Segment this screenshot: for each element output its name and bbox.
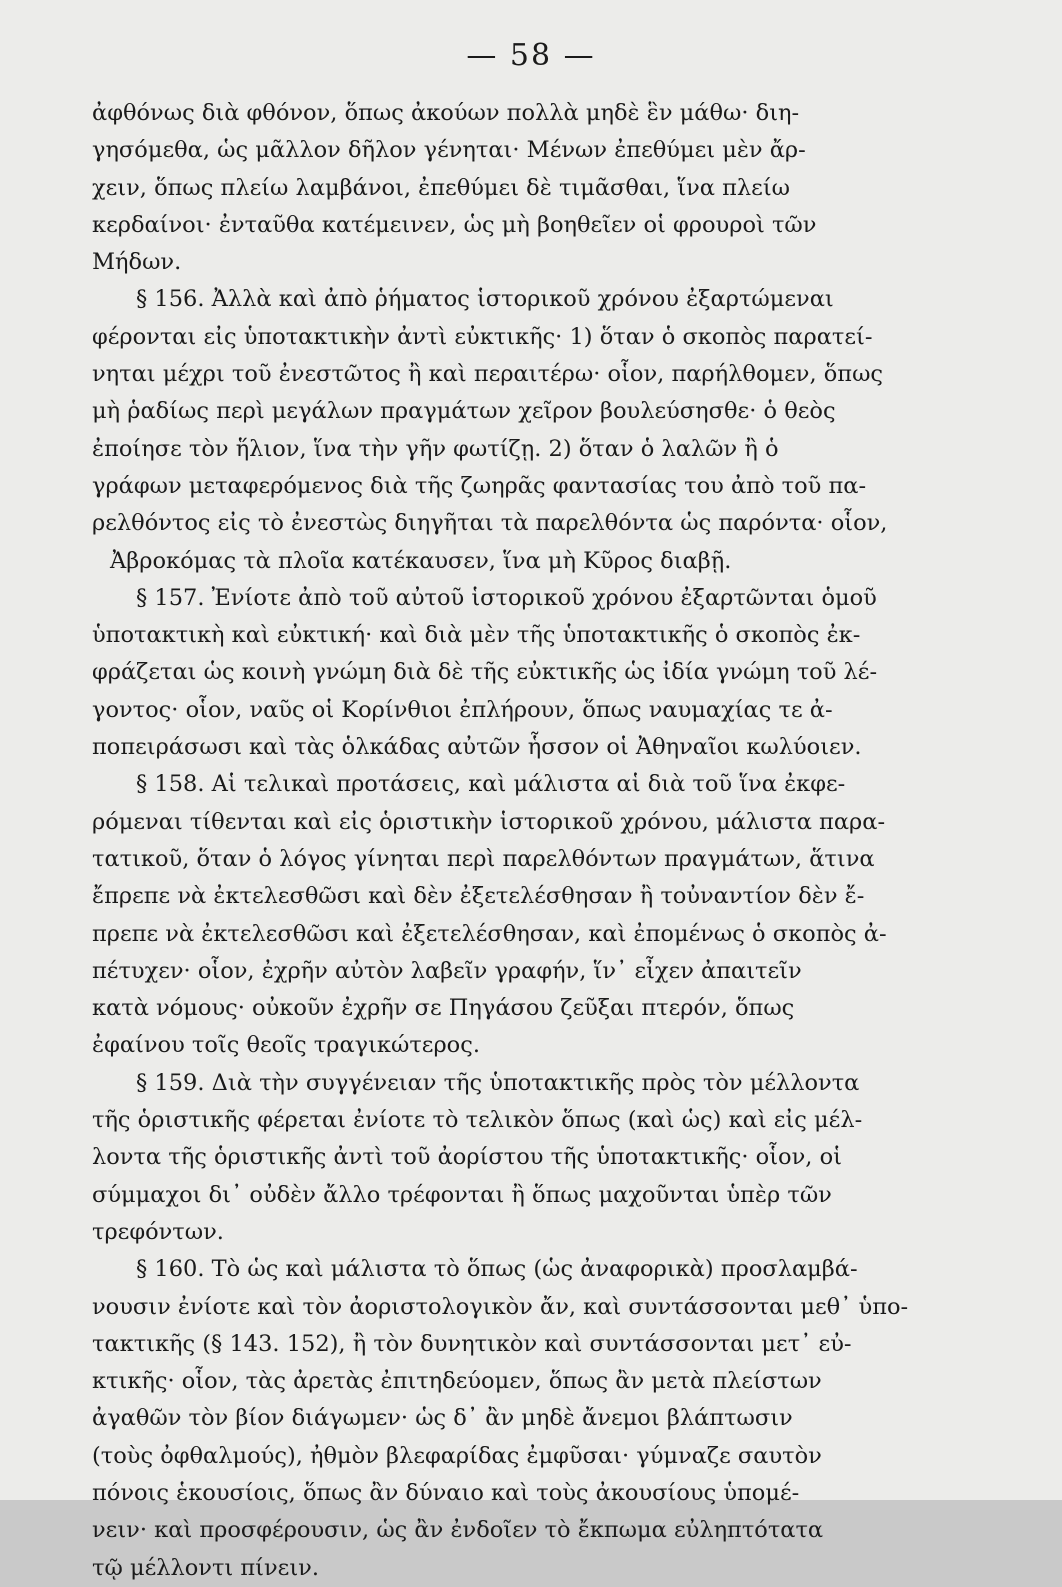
text-line: γοντος· οἷον, ναῦς οἱ Κορίνθιοι ἐπλήρουν, ὅπως ναυμαχίας τε ἀ- <box>92 696 833 723</box>
text-line: γράφων μεταφερόμενος διὰ τῆς ζωηρᾶς φαντασίας του ἀπὸ τοῦ πα- <box>92 472 867 499</box>
text-line: ρελθόντος εἰς τὸ ἐνεστὼς διηγῆται τὰ παρελθόντα ὡς παρόντα· οἷον, <box>92 510 888 537</box>
text-line: Μήδων. <box>92 249 182 276</box>
text-line: μὴ ῥαδίως περὶ μεγάλων πραγμάτων χεῖρον βουλεύσησθε· ὁ θεὸς <box>92 398 836 425</box>
text-line: πόνοις ἑκουσίοις, ὅπως ἂν δύναιο καὶ τοὺς ἀκουσίους ὑπομέ- <box>92 1479 800 1506</box>
text-line: νουσιν ἐνίοτε καὶ τὸν ἀοριστολογικὸν ἄν, καὶ συντάσσονται μεθ᾽ ὑπο- <box>92 1293 909 1320</box>
text-line: ἀγαθῶν τὸν βίον διάγωμεν· ὡς δ᾽ ἂν μηδὲ ἄνεμοι βλάπτωσιν <box>92 1405 793 1432</box>
text-line: ἀφθόνως διὰ φθόνον, ὅπως ἀκούων πολλὰ μηδὲ ἓν μάθω· διη- <box>92 100 800 126</box>
text-line: ἐποίησε τὸν ἥλιον, ἵνα τὴν γῆν φωτίζῃ. 2) ὅταν ὁ λαλῶν ἢ ὁ <box>92 435 779 462</box>
text-line: τρεφόντων. <box>92 1218 224 1245</box>
text-line: φέρονται εἰς ὑποτακτικὴν ἀντὶ εὐκτικῆς· 1) ὅταν ὁ σκοπὸς παρατεί- <box>92 323 873 350</box>
text-line: πέτυχεν· οἷον, ἐχρῆν αὐτὸν λαβεῖν γραφήν, ἵν᾽ εἶχεν ἀπαιτεῖν <box>92 957 802 984</box>
text-line: κατὰ νόμους· οὐκοῦν ἐχρῆν σε Πηγάσου ζεῦξαι πτερόν, ὅπως <box>92 995 795 1022</box>
text-line: γησόμεθα, ὡς μᾶλλον δῆλον γένηται· Μένων ἐπεθύμει μὲν ἄρ- <box>92 137 806 164</box>
text-line: τῆς ὁριστικῆς φέρεται ἐνίοτε τὸ τελικὸν ὅπως (καὶ ὡς) καὶ εἰς μέλ- <box>92 1107 863 1134</box>
paragraph-159-start: § 159. Διὰ τὴν συγγένειαν τῆς ὑποτακτικῆς πρὸς τὸν μέλλοντα <box>136 1069 860 1096</box>
text-line: νειν· καὶ προσφέρουσιν, ὡς ἂν ἐνδοῖεν τὸ ἔκπωμα εὐληπτότατα <box>92 1517 824 1544</box>
paragraph-160-start: § 160. Τὸ ὡς καὶ μάλιστα τὸ ὅπως (ὡς ἀναφορικὰ) προσλαμβά- <box>136 1256 858 1283</box>
text-line: πρεπε νὰ ἐκτελεσθῶσι καὶ ἐξετελέσθησαν, καὶ ἐπομένως ὁ σκοπὸς ἀ- <box>92 920 887 947</box>
text-line: κτικῆς· οἷον, τὰς ἀρετὰς ἐπιτηδεύομεν, ὅπως ἂν μετὰ πλείστων <box>92 1368 822 1395</box>
text-line: σύμμαχοι δι᾽ οὐδὲν ἄλλο τρέφονται ἢ ὅπως μαχοῦνται ὑπὲρ τῶν <box>92 1181 832 1208</box>
paragraph-158-start: § 158. Αἱ τελικαὶ προτάσεις, καὶ μάλιστα αἱ διὰ τοῦ ἵνα ἐκφε- <box>136 771 846 798</box>
text-line: λοντα τῆς ὁριστικῆς ἀντὶ τοῦ ἀορίστου τῆς ὑποτακτικῆς· οἷον, οἱ <box>92 1144 842 1171</box>
text-line: ἐφαίνου τοῖς θεοῖς τραγικώτερος. <box>92 1032 480 1059</box>
text-line: ὑποτακτικὴ καὶ εὐκτική· καὶ διὰ μὲν τῆς ὑποτακτικῆς ὁ σκοπὸς ἐκ- <box>92 622 861 649</box>
text-line: (τοὺς ὀφθαλμούς), ἠθμὸν βλεφαρίδας ἐμφῦσαι· γύμναζε σαυτὸν <box>92 1442 822 1469</box>
text-line: τατικοῦ, ὅταν ὁ λόγος γίνηται περὶ παρελθόντων πραγμάτων, ἅτινα <box>92 845 875 872</box>
text-line: ἔπρεπε νὰ ἐκτελεσθῶσι καὶ δὲν ἐξετελέσθησαν ἢ τοὐναντίον δὲν ἔ- <box>92 883 865 910</box>
text-line: Ἀβροκόμας τὰ πλοῖα κατέκαυσεν, ἵνα μὴ Κῦρος διαβῇ. <box>110 547 732 574</box>
text-line: νηται μέχρι τοῦ ἐνεστῶτος ἢ καὶ περαιτέρω· οἷον, παρήλθομεν, ὅπως <box>92 361 884 388</box>
text-line: χειν, ὅπως πλείω λαμβάνοι, ἐπεθύμει δὲ τιμᾶσθαι, ἵνα πλείω <box>92 174 790 201</box>
text-line: φράζεται ὡς κοινὴ γνώμη διὰ δὲ τῆς εὐκτικῆς ὡς ἰδία γνώμη τοῦ λέ- <box>92 659 878 686</box>
page-number: — 58 — <box>466 38 596 73</box>
paragraph-157-start: § 157. Ἐνίοτε ἀπὸ τοῦ αὐτοῦ ἱστορικοῦ χρόνου ἐξαρτῶνται ὁμοῦ <box>136 584 877 611</box>
body-text <box>92 95 1012 1587</box>
paragraph-156-start: § 156. Ἀλλὰ καὶ ἀπὸ ῥήματος ἱστορικοῦ χρόνου ἐξαρτώμεναι <box>136 286 834 313</box>
text-line: κερδαίνοι· ἐνταῦθα κατέμεινεν, ὡς μὴ βοηθεῖεν οἱ φρουροὶ τῶν <box>92 211 817 238</box>
text-line: τῷ μέλλοντι πίνειν. <box>92 1554 319 1581</box>
text-line: ποπειράσωσι καὶ τὰς ὁλκάδας αὐτῶν ἧσσον οἱ Ἀθηναῖοι κωλύοιεν. <box>92 734 862 761</box>
text-line: ρόμεναι τίθενται καὶ εἰς ὁριστικὴν ἱστορικοῦ χρόνου, μάλιστα παρα- <box>92 808 886 835</box>
text-line: τακτικῆς (§ 143. 152), ἢ τὸν δυνητικὸν καὶ συντάσσονται μετ᾽ εὐ- <box>92 1330 852 1357</box>
